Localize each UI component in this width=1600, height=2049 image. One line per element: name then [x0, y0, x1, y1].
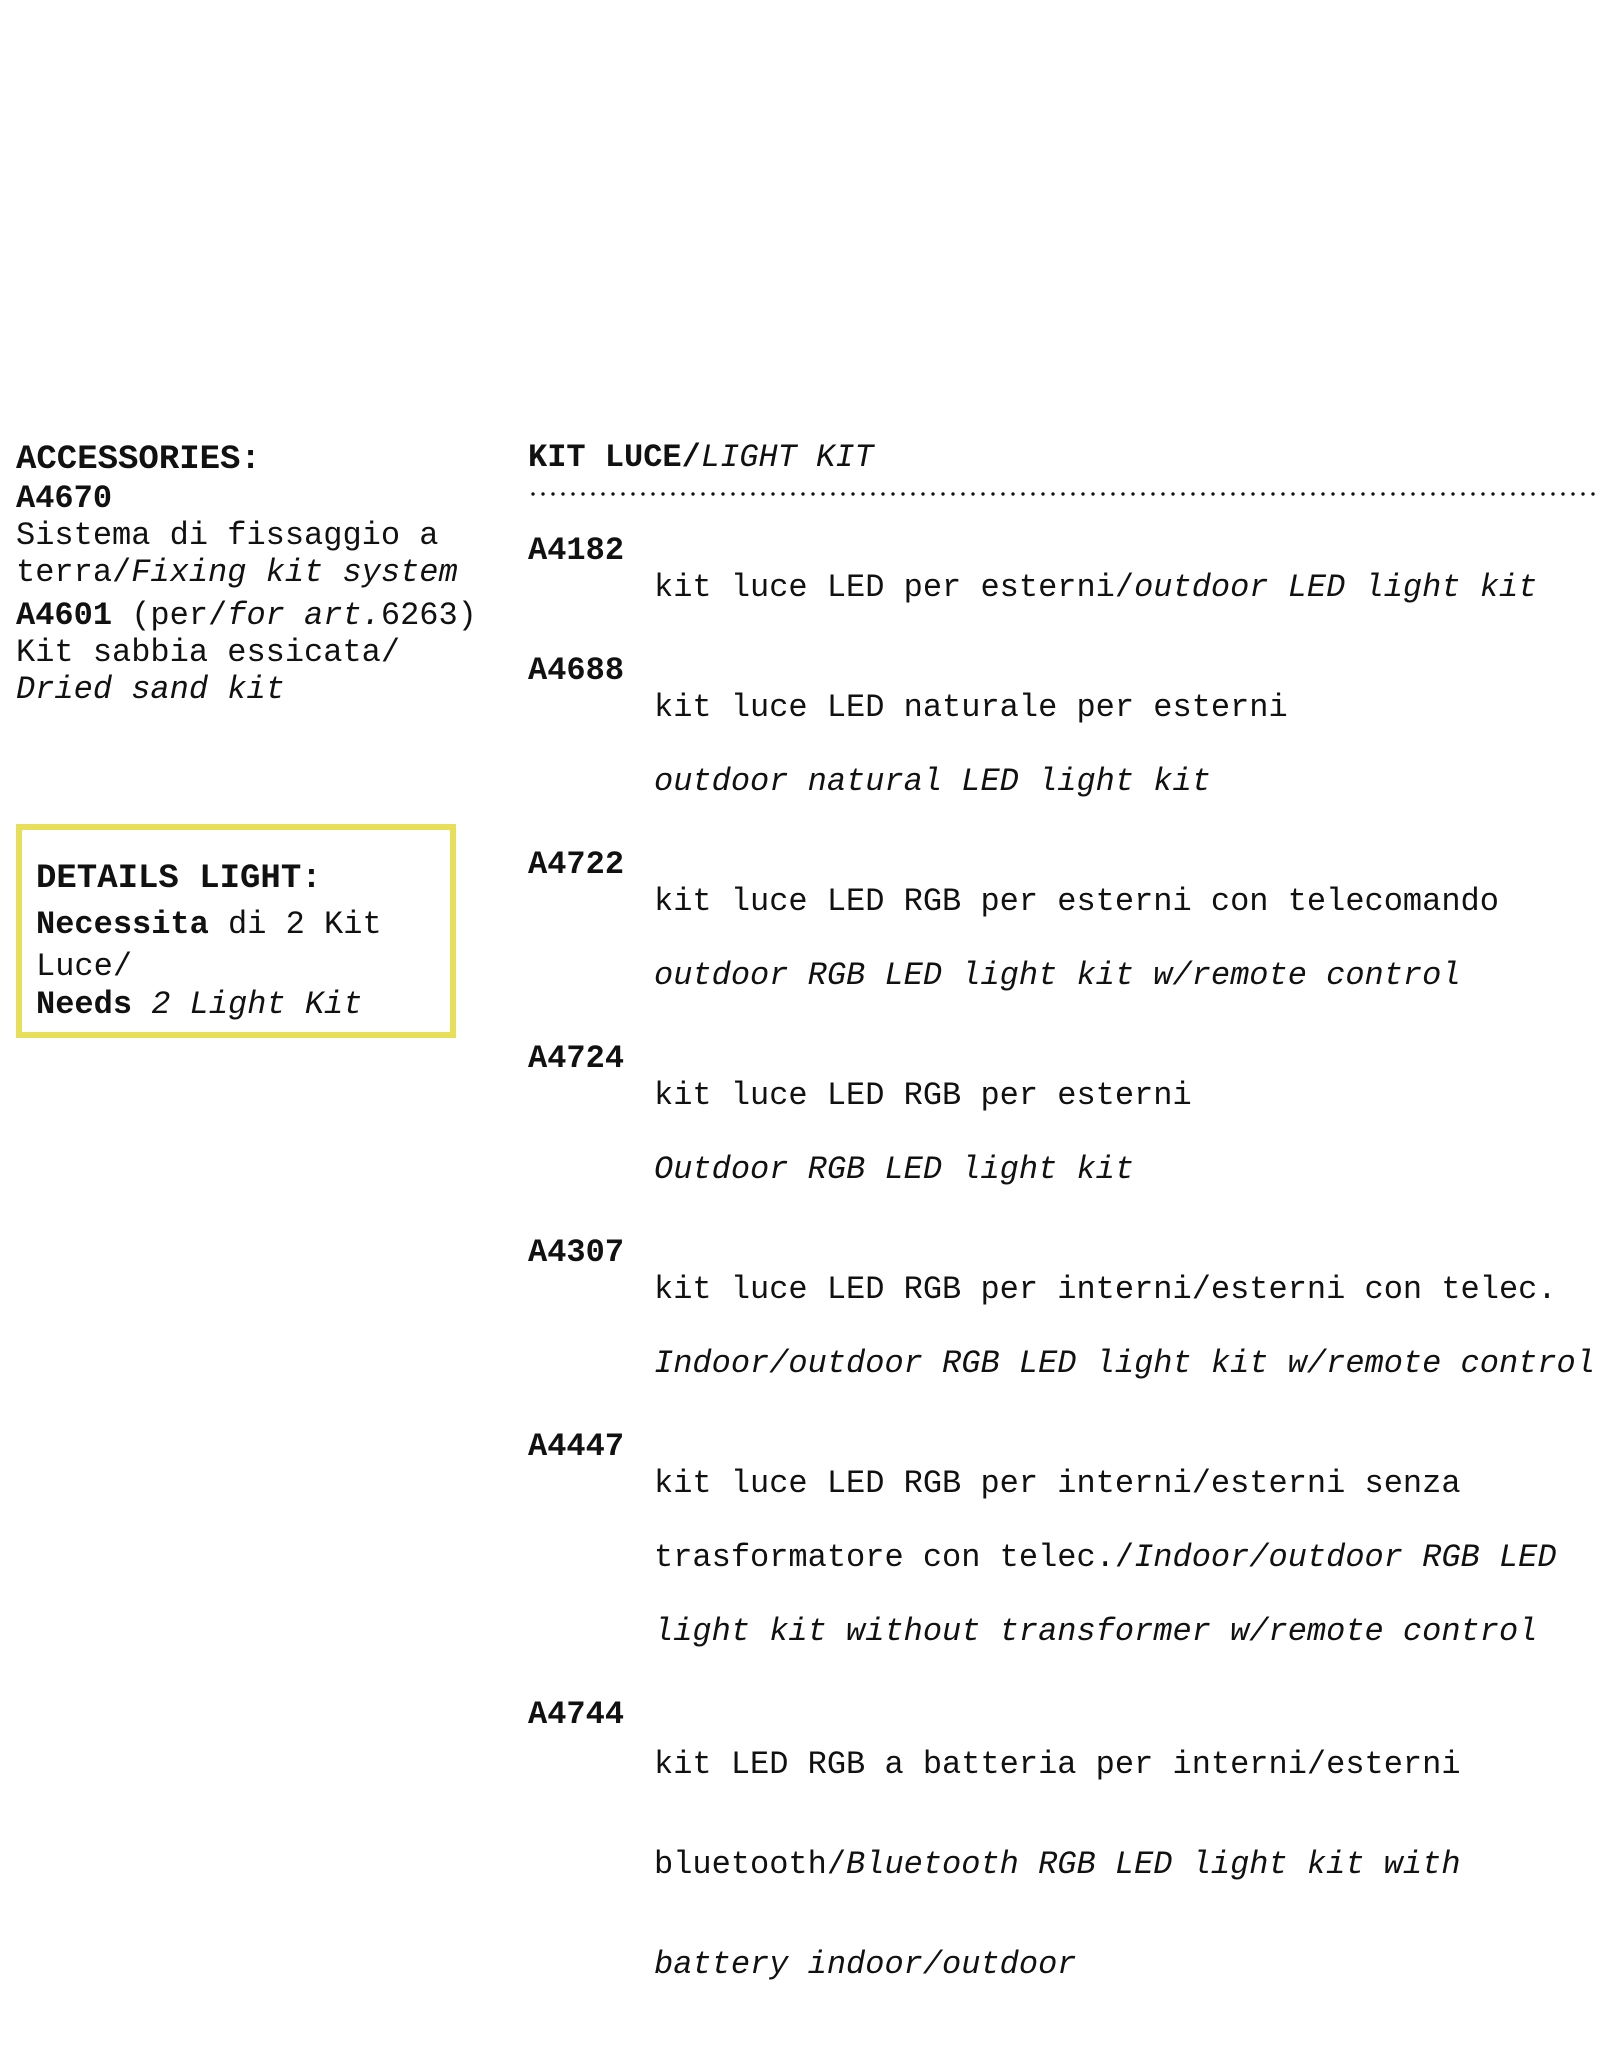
kit-desc-text: kit LED RGB a batteria per interni/esterni [654, 1746, 1461, 1783]
details-light-box [16, 824, 456, 1038]
kit-desc-italic: Bluetooth RGB LED light kit with [846, 1846, 1461, 1883]
kit-desc-italic: battery indoor/outdoor [654, 1946, 1077, 1983]
accessory-code: A4601 [16, 597, 113, 634]
accessory-desc-line [16, 554, 506, 591]
accessory-desc-line: Kit sabbia essicata/ [16, 634, 401, 671]
kit-desc-italic: Indoor/outdoor RGB LED [1134, 1539, 1557, 1576]
accessory-code: A4670 [16, 480, 113, 517]
kit-desc-italic: outdoor LED light kit [1134, 569, 1538, 606]
kit-desc-line [654, 1539, 1600, 1576]
kit-desc-text: kit luce LED RGB per esterni [654, 1077, 1192, 1114]
kit-code: A4744 [528, 1696, 625, 1733]
list-item [528, 532, 1600, 643]
accessory-desc-line: Sistema di fissaggio a [16, 517, 439, 554]
accessory-desc-italic: Fixing kit system [131, 554, 458, 591]
kit-desc-text: kit luce LED RGB per interni/esterni con telec. [654, 1271, 1557, 1308]
light-kit-title-italic: LIGHT KIT [700, 439, 874, 476]
kit-desc-text: kit luce LED RGB per esterni con telecomando [654, 883, 1499, 920]
accessories-title: ACCESSORIES: [16, 441, 261, 479]
kit-description [654, 1234, 1600, 1419]
kit-desc-italic: outdoor natural LED light kit [654, 763, 1211, 800]
details-italic: 2 Light Kit [132, 986, 363, 1023]
kit-description [654, 1690, 1600, 2040]
accessory-code-line [16, 597, 506, 634]
kit-description [654, 532, 1600, 643]
accessory-item [16, 597, 506, 708]
accessory-note-italic: for art. [227, 597, 381, 634]
details-line [36, 902, 436, 948]
kit-desc-italic: outdoor RGB LED light kit w/remote control [654, 957, 1461, 994]
kit-desc-line [654, 1840, 1600, 1890]
accessory-note: (per/ [112, 597, 228, 634]
light-kit-section [528, 438, 1600, 2049]
details-line [36, 986, 436, 1024]
kit-desc-italic: Outdoor RGB LED light kit [654, 1151, 1135, 1188]
kit-desc-italic: light kit without transformer w/remote control [654, 1613, 1538, 1650]
kit-desc-text: kit luce LED naturale per esterni [654, 689, 1288, 726]
details-title: DETAILS LIGHT: [36, 860, 322, 898]
light-kit-list [528, 532, 1600, 2040]
dotted-divider [528, 490, 1600, 498]
accessory-item [16, 480, 506, 591]
list-item [528, 1234, 1600, 1419]
details-line: Luce/ [36, 948, 133, 985]
kit-code: A4724 [528, 1040, 625, 1077]
kit-code: A4447 [528, 1428, 625, 1465]
light-kit-title-text: KIT LUCE/ [528, 439, 701, 476]
accessory-desc-text: terra/ [16, 554, 132, 591]
kit-code: A4722 [528, 846, 625, 883]
kit-desc-text: bluetooth/ [654, 1846, 847, 1883]
list-item [528, 1696, 1600, 2040]
kit-description [654, 846, 1600, 1031]
details-bold: Needs [36, 986, 133, 1023]
details-bold: Necessita [36, 906, 209, 943]
accessories-section [16, 440, 506, 708]
list-item [528, 1428, 1600, 1687]
list-item [528, 1040, 1600, 1225]
accessory-note-end: 6263) [380, 597, 477, 634]
kit-code: A4307 [528, 1234, 625, 1271]
kit-desc-italic: Indoor/outdoor RGB LED light kit w/remote control [654, 1345, 1595, 1382]
list-item [528, 846, 1600, 1031]
kit-description [654, 1428, 1600, 1687]
light-kit-title [528, 438, 1600, 478]
kit-code: A4688 [528, 652, 625, 689]
kit-description [654, 1040, 1600, 1225]
list-item [528, 652, 1600, 837]
kit-desc-text: kit luce LED per esterni/ [654, 569, 1135, 606]
kit-desc-text: kit luce LED RGB per interni/esterni senza [654, 1465, 1461, 1502]
kit-description [654, 652, 1600, 837]
accessory-desc-italic: Dried sand kit [16, 671, 285, 708]
details-text: di 2 Kit [208, 906, 382, 943]
kit-desc-line [654, 569, 1600, 606]
kit-code: A4182 [528, 532, 625, 569]
kit-desc-text: trasformatore con telec./ [654, 1539, 1135, 1576]
